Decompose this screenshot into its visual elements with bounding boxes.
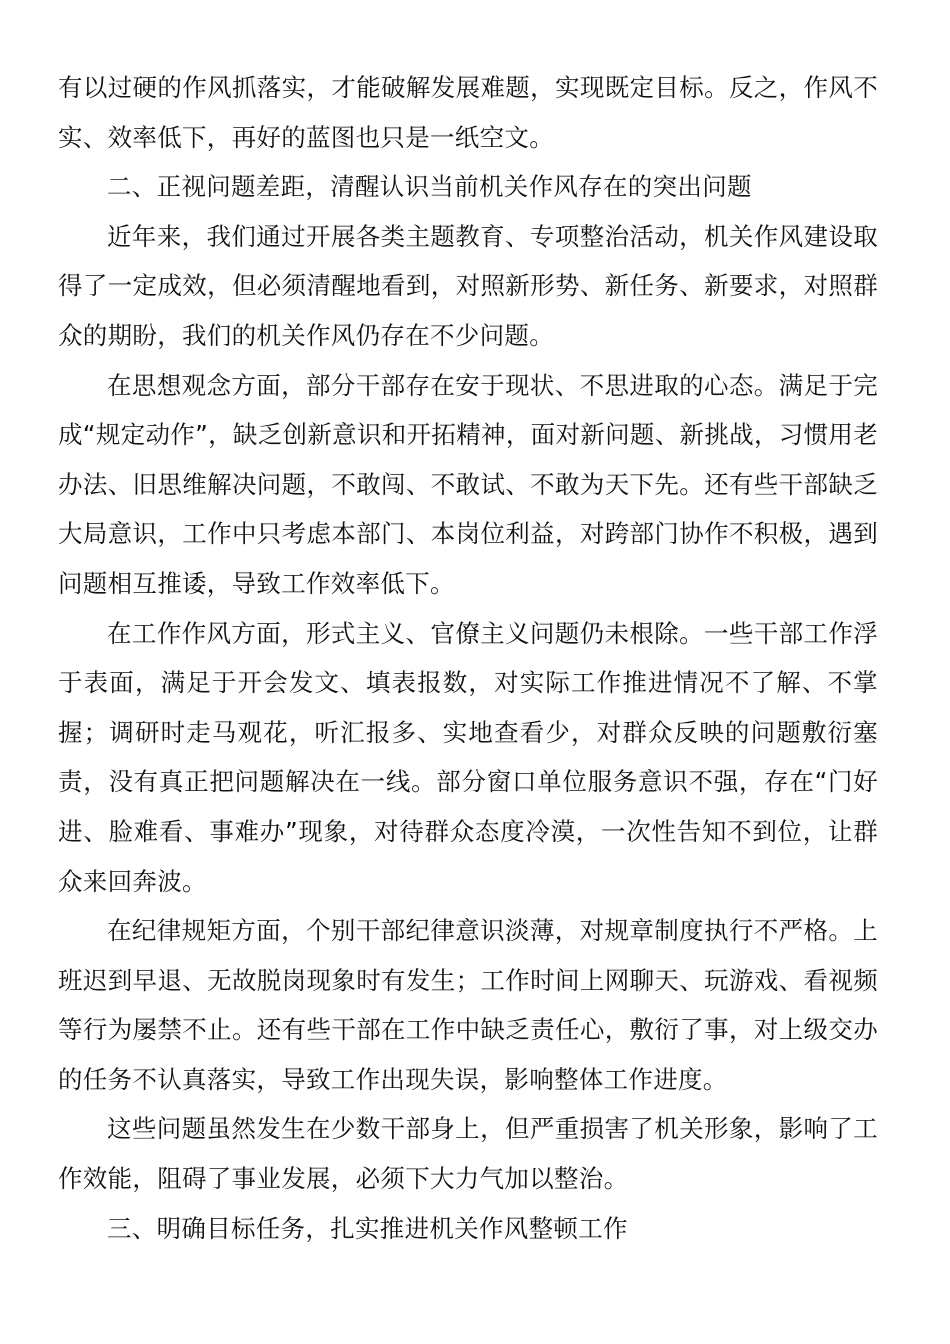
section-heading-3: 三、明确目标任务，扎实推进机关作风整顿工作 bbox=[107, 1213, 628, 1243]
paragraph-summary: 这些问题虽然发生在少数干部身上，但严重损害了机关形象，影响了工作效能，阻碍了事业发展，必须下大力气加以整治。 bbox=[58, 1114, 878, 1194]
section-heading-2: 二、正视问题差距，清醒认识当前机关作风存在的突出问题 bbox=[107, 172, 752, 202]
paragraph-continuation: 有以过硬的作风抓落实，才能破解发展难题，实现既定目标。反之，作风不实、效率低下，再好的蓝图也只是一纸空文。 bbox=[58, 73, 878, 152]
paragraph-overview: 近年来，我们通过开展各类主题教育、专项整治活动，机关作风建设取得了一定成效，但必须清醒地看到，对照新形势、新任务、新要求，对照群众的期盼，我们的机关作风仍存在不少问题。 bbox=[58, 221, 878, 350]
paragraph-thinking: 在思想观念方面，部分干部存在安于现状、不思进取的心态。满足于完成“规定动作”，缺乏创新意识和开拓精神，面对新问题、新挑战，习惯用老办法、旧思维解决问题，不敢闯、不敢试、不敢为天下先。还有些干部缺乏大局意识，工作中只考虑本部门、本岗位利益，对跨部门协作不积极，遇到问题相互推诿，导致工作效率低下。 bbox=[58, 370, 878, 598]
document-page bbox=[58, 63, 878, 1253]
paragraph-work-style: 在工作作风方面，形式主义、官僚主义问题仍未根除。一些干部工作浮于表面，满足于开会发文、填表报数，对实际工作推进情况不了解、不掌握；调研时走马观花，听汇报多、实地查看少，对群众反映的问题敷衍塞责，没有真正把问题解决在一线。部分窗口单位服务意识不强，存在“门好进、脸难看、事难办”现象，对待群众态度冷漠，一次性告知不到位，让群众来回奔波。 bbox=[58, 618, 878, 896]
paragraph-discipline: 在纪律规矩方面，个别干部纪律意识淡薄，对规章制度执行不严格。上班迟到早退、无故脱岗现象时有发生；工作时间上网聊天、玩游戏、看视频等行为屡禁不止。还有些干部在工作中缺乏责任心，敷衍了事，对上级交办的任务不认真落实，导致工作出现失误，影响整体工作进度。 bbox=[58, 916, 878, 1094]
